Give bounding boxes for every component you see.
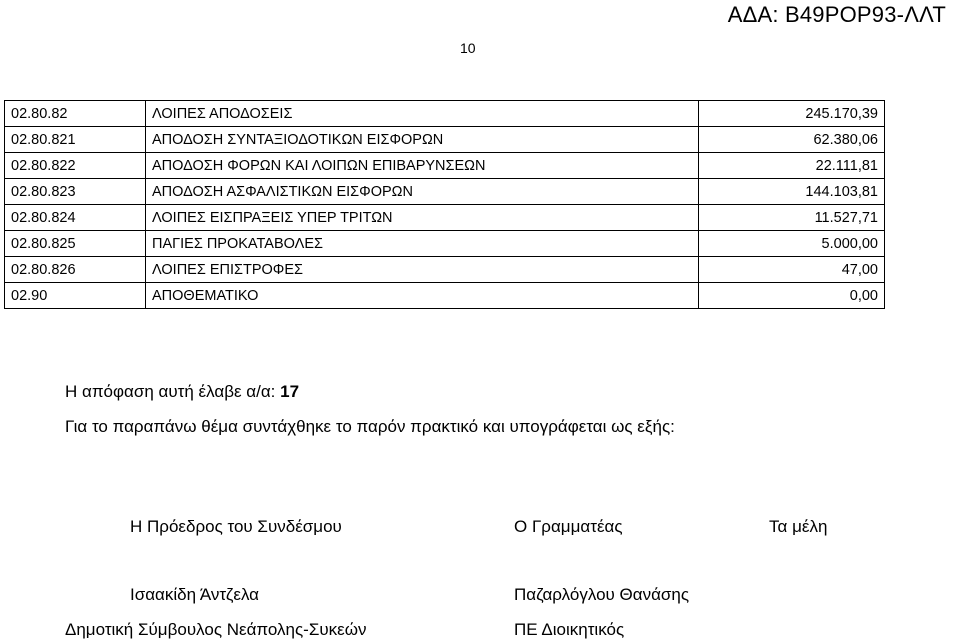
president-title: Η Πρόεδρος του Συνδέσμου: [130, 517, 342, 536]
description-cell: ΛΟΙΠΕΣ ΕΠΙΣΤΡΟΦΕΣ: [146, 257, 699, 283]
statement-line: Για το παραπάνω θέμα συντάχθηκε το παρόν πρακτικό και υπογράφεται ως εξής:: [65, 417, 675, 436]
account-code-cell: 02.80.82: [5, 101, 146, 127]
table-row: [5, 179, 885, 205]
secretary-name: Παζαρλόγλου Θανάσης: [514, 585, 690, 604]
description-cell: ΑΠΟΔΟΣΗ ΑΣΦΑΛΙΣΤΙΚΩΝ ΕΙΣΦΟΡΩΝ: [146, 179, 699, 205]
account-code-cell: 02.80.823: [5, 179, 146, 205]
ada-code: ΑΔΑ: Β49ΡΟΡ93-ΛΛΤ: [727, 2, 946, 27]
account-code-cell: 02.90: [5, 283, 146, 309]
decision-number: 17: [280, 382, 300, 401]
amount-cell: 245.170,39: [699, 101, 885, 127]
decision-line: [65, 382, 299, 402]
table-row: [5, 231, 885, 257]
table-row: [5, 101, 885, 127]
table-row: [5, 205, 885, 231]
account-code-cell: 02.80.822: [5, 153, 146, 179]
president-role: Δημοτική Σύμβουλος Νεάπολης-Συκεών: [65, 620, 367, 639]
description-cell: ΑΠΟΘΕΜΑΤΙΚΟ: [146, 283, 699, 309]
members-title: Τα μέλη: [769, 517, 828, 536]
account-code-cell: 02.80.826: [5, 257, 146, 283]
amount-cell: 5.000,00: [699, 231, 885, 257]
description-cell: ΠΑΓΙΕΣ ΠΡΟΚΑΤΑΒΟΛΕΣ: [146, 231, 699, 257]
amount-cell: 144.103,81: [699, 179, 885, 205]
decision-text: Η απόφαση αυτή έλαβε α/α:: [65, 382, 281, 401]
table-row: [5, 153, 885, 179]
amount-cell: 11.527,71: [699, 205, 885, 231]
amount-cell: 22.111,81: [699, 153, 885, 179]
amount-cell: 62.380,06: [699, 127, 885, 153]
table-row: [5, 257, 885, 283]
account-code-cell: 02.80.824: [5, 205, 146, 231]
description-cell: ΑΠΟΔΟΣΗ ΦΟΡΩΝ ΚΑΙ ΛΟΙΠΩΝ ΕΠΙΒΑΡΥΝΣΕΩΝ: [146, 153, 699, 179]
account-code-cell: 02.80.821: [5, 127, 146, 153]
ledger-table: [4, 100, 885, 309]
ledger-body: [5, 101, 885, 309]
amount-cell: 0,00: [699, 283, 885, 309]
president-name: Ισαακίδη Άντζελα: [130, 585, 260, 604]
page-number: 10: [460, 40, 476, 56]
amount-cell: 47,00: [699, 257, 885, 283]
secretary-role: ΠΕ Διοικητικός: [514, 620, 625, 639]
description-cell: ΑΠΟΔΟΣΗ ΣΥΝΤΑΞΙΟΔΟΤΙΚΩΝ ΕΙΣΦΟΡΩΝ: [146, 127, 699, 153]
account-code-cell: 02.80.825: [5, 231, 146, 257]
description-cell: ΛΟΙΠΕΣ ΑΠΟΔΟΣΕΙΣ: [146, 101, 699, 127]
table-row: [5, 283, 885, 309]
table-row: [5, 127, 885, 153]
description-cell: ΛΟΙΠΕΣ ΕΙΣΠΡΑΞΕΙΣ ΥΠΕΡ ΤΡΙΤΩΝ: [146, 205, 699, 231]
secretary-title: Ο Γραμματέας: [514, 517, 623, 536]
